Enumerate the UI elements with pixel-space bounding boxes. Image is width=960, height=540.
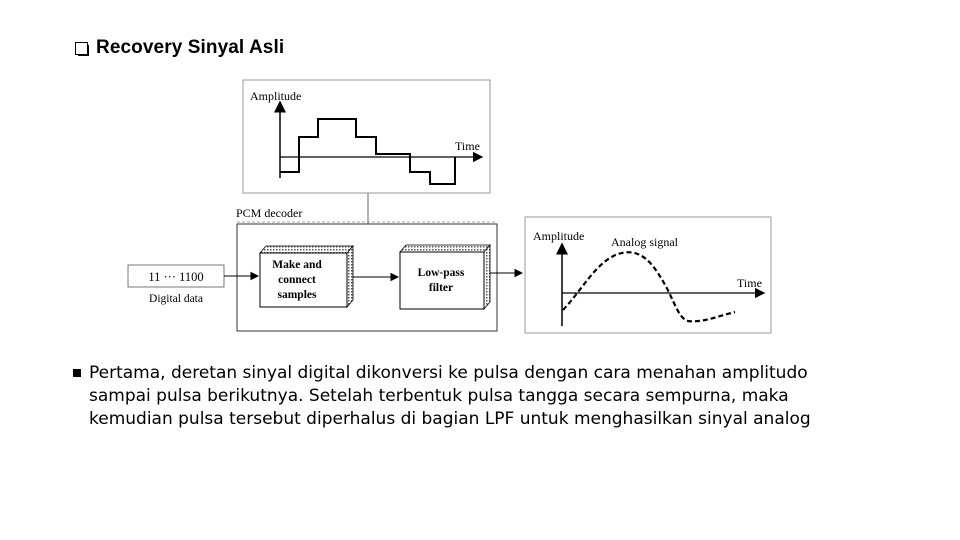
decoder-label: PCM decoder bbox=[236, 206, 303, 220]
low-pass-filter-block bbox=[400, 245, 490, 309]
analog-plot bbox=[525, 217, 771, 333]
explanation-paragraph bbox=[73, 362, 833, 431]
filter-block-line1: Low-pass bbox=[417, 267, 465, 279]
filter-block-line2: filter bbox=[428, 282, 454, 294]
sample-block-line2: connect bbox=[278, 274, 316, 286]
explanation-text: Pertama, deretan sinyal digital dikonversi ke pulsa dengan cara menahan amplitudo sampai pulsa berikutnya. Setelah terbentuk pulsa tangga secara sempurna, maka kemudian pulsa tersebut diperhalus di bagian LPF untuk menghasilkan sinyal analog bbox=[89, 363, 811, 429]
sample-block-line1: Make and bbox=[272, 259, 322, 271]
analog-y-label: Amplitude bbox=[533, 229, 585, 243]
square-bullet-icon bbox=[73, 369, 81, 377]
digital-data-label: Digital data bbox=[149, 293, 203, 305]
analog-x-label: Time bbox=[737, 276, 762, 290]
slide-title: Recovery Sinyal Asli bbox=[96, 37, 285, 58]
make-connect-samples-block bbox=[260, 246, 353, 307]
staircase-plot bbox=[243, 80, 490, 193]
staircase-y-label: Amplitude bbox=[250, 89, 302, 103]
staircase-x-label: Time bbox=[455, 139, 480, 153]
sample-block-line3: samples bbox=[277, 289, 317, 301]
analog-curve-label: Analog signal bbox=[611, 235, 678, 249]
digital-bits: 11 ··· 1100 bbox=[148, 270, 204, 284]
